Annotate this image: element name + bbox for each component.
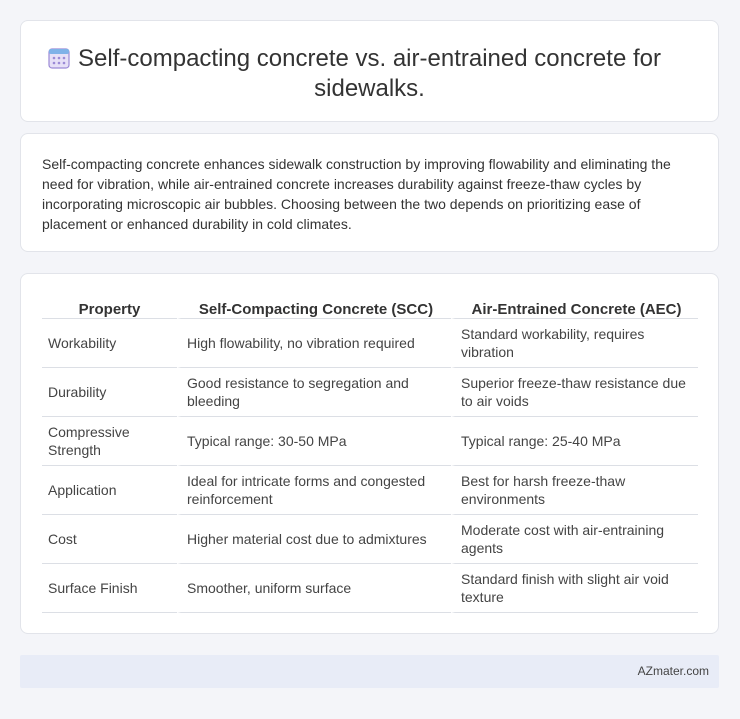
table-header-row — [42, 295, 698, 319]
column-header-property: Property — [42, 295, 177, 319]
row-scc-value: Typical range: 30-50 MPa — [177, 417, 451, 466]
intro-paragraph: Self-compacting concrete enhances sidewalk construction by improving flowability and eliminating the need for vibration, while air-entrained concrete increases durability against freeze-thaw cycles by incorporating microscopic air bubbles. Choosing between the two depends on prioritizing ease of placement or enhanced durability in cold climates. — [42, 156, 671, 232]
comparison-table — [42, 295, 698, 613]
row-property: Application — [42, 466, 177, 515]
row-property: Workability — [42, 319, 177, 368]
row-aec-value: Superior freeze-thaw resistance due to air voids — [451, 368, 698, 417]
row-aec-value: Typical range: 25-40 MPa — [451, 417, 698, 466]
title-card — [20, 20, 719, 122]
row-property: Durability — [42, 368, 177, 417]
table-row — [42, 466, 698, 515]
row-scc-value: Smoother, uniform surface — [177, 564, 451, 613]
page-title: Self-compacting concrete vs. air-entrained concrete for sidewalks. — [78, 45, 661, 102]
table-row — [42, 319, 698, 368]
footer-bar — [20, 655, 719, 688]
row-property: Cost — [42, 515, 177, 564]
title-wrap — [51, 44, 688, 104]
row-scc-value: Higher material cost due to admixtures — [177, 515, 451, 564]
row-aec-value: Best for harsh freeze-thaw environments — [451, 466, 698, 515]
comparison-card — [20, 273, 719, 634]
row-property: Surface Finish — [42, 564, 177, 613]
row-aec-value: Standard finish with slight air void texture — [451, 564, 698, 613]
column-header-aec: Air-Entrained Concrete (AEC) — [451, 295, 698, 319]
row-scc-value: Ideal for intricate forms and congested reinforcement — [177, 466, 451, 515]
table-row — [42, 368, 698, 417]
row-scc-value: Good resistance to segregation and bleeding — [177, 368, 451, 417]
row-aec-value: Moderate cost with air-entraining agents — [451, 515, 698, 564]
row-property: Compressive Strength — [42, 417, 177, 466]
table-row — [42, 564, 698, 613]
row-aec-value: Standard workability, requires vibration — [451, 319, 698, 368]
footer-brand-link[interactable]: AZmater.com — [637, 664, 709, 678]
table-row — [42, 417, 698, 466]
table-row — [42, 515, 698, 564]
column-header-scc: Self-Compacting Concrete (SCC) — [177, 295, 451, 319]
intro-card — [20, 133, 719, 252]
row-scc-value: High flowability, no vibration required — [177, 319, 451, 368]
